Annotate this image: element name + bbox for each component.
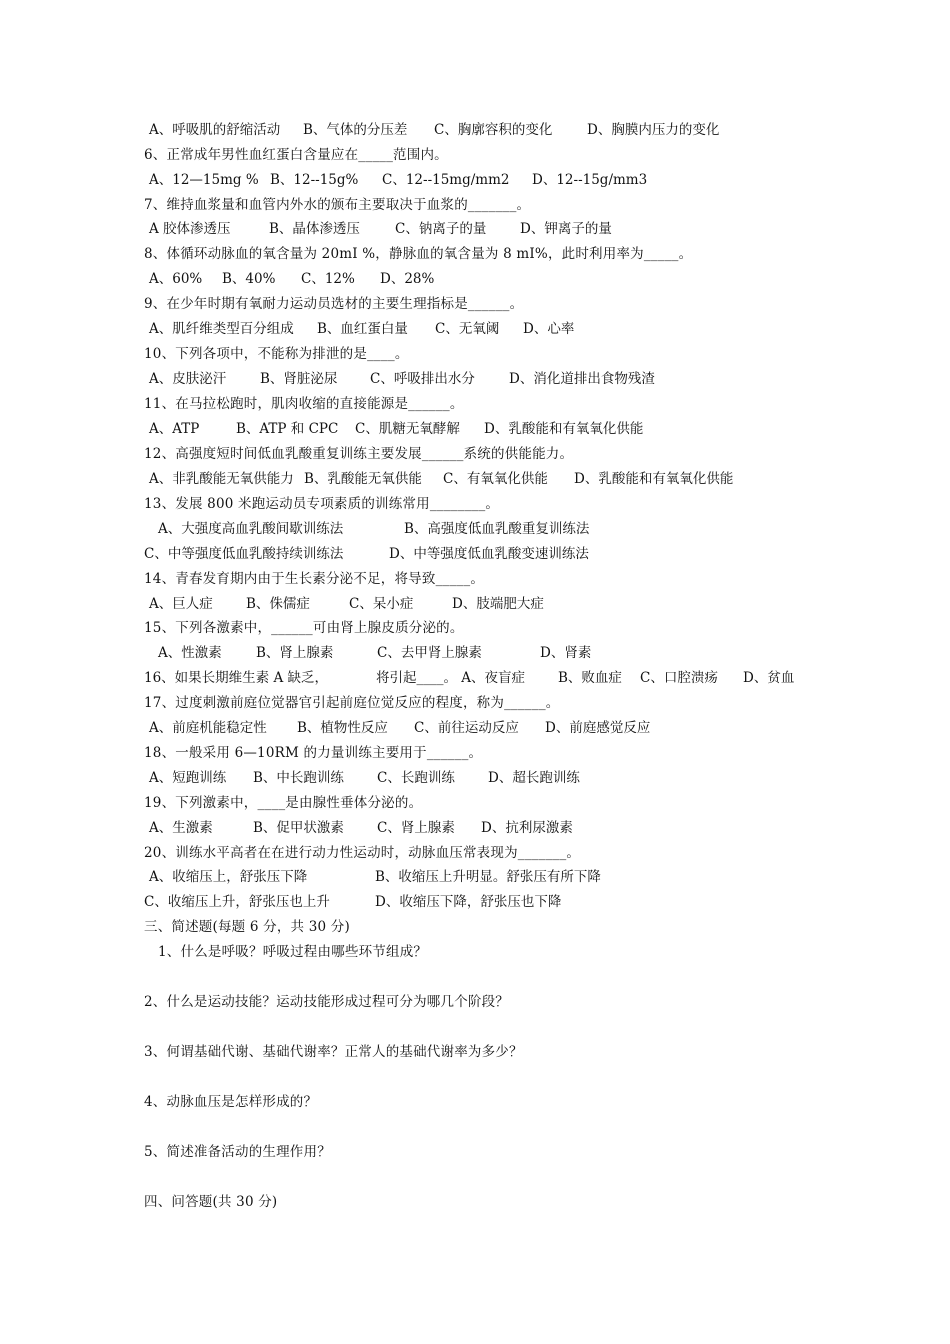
option-text: A、60% bbox=[149, 271, 203, 287]
option-text: D、心率 bbox=[523, 321, 575, 337]
option-text: A、短跑训练 bbox=[149, 770, 227, 786]
option-text: B、中长跑训练 bbox=[253, 770, 344, 786]
option-text: C、口腔溃疡 bbox=[640, 670, 718, 686]
option-text: C、12% bbox=[301, 271, 355, 287]
option-text: A、巨人症 bbox=[149, 596, 213, 612]
option-text: A、性激素 bbox=[158, 645, 222, 661]
option-text: C、12--15mg/mm2 bbox=[382, 172, 510, 188]
option-text: C、肌糖无氧酵解 bbox=[355, 421, 460, 437]
option-text: D、中等强度低血乳酸变速训练法 bbox=[389, 546, 589, 562]
option-text: A、非乳酸能无氧供能力 bbox=[149, 471, 294, 487]
option-text: A、前庭机能稳定性 bbox=[149, 720, 267, 736]
option-text: D、前庭感觉反应 bbox=[545, 720, 651, 736]
option-text: B、ATP 和 CPC bbox=[236, 421, 339, 437]
question-text: 17、过度刺激前庭位觉器官引起前庭位觉反应的程度，称为______。 bbox=[144, 695, 560, 711]
option-text: C、长跑训练 bbox=[377, 770, 455, 786]
question-text: 6、正常成年男性血红蛋白含量应在_____范围内。 bbox=[144, 147, 448, 163]
option-text: C、肾上腺素 bbox=[377, 820, 455, 836]
option-text: D、贫血 bbox=[743, 670, 795, 686]
question-text: 10、下列各项中，不能称为排泄的是____。 bbox=[144, 346, 409, 362]
option-text: D、12--15g/mm3 bbox=[532, 172, 648, 188]
option-text: B、12--15g% bbox=[270, 172, 359, 188]
option-text: B、肾上腺素 bbox=[256, 645, 334, 661]
question-text: 7、维持血浆量和血管内外水的颁布主要取决于血浆的_______。 bbox=[144, 197, 531, 213]
option-text: C、呼吸排出水分 bbox=[370, 371, 475, 387]
option-text: D、抗利尿激素 bbox=[481, 820, 573, 836]
option-text: C、呆小症 bbox=[349, 596, 414, 612]
question-text: 19、下列激素中，____是由腺性垂体分泌的。 bbox=[144, 795, 423, 811]
option-text: A、ATP bbox=[149, 421, 200, 437]
option-text: B、植物性反应 bbox=[297, 720, 388, 736]
option-text: D、胸膜内压力的变化 bbox=[587, 122, 720, 138]
option-text: D、消化道排出食物残渣 bbox=[509, 371, 655, 387]
option-text: B、肾脏泌尿 bbox=[260, 371, 338, 387]
section-heading: 四、问答题(共 30 分) bbox=[144, 1194, 278, 1210]
option-text: 将引起____。 A、夜盲症 bbox=[376, 670, 526, 686]
question-text: 2、什么是运动技能？运动技能形成过程可分为哪几个阶段？ bbox=[144, 994, 509, 1010]
option-text: C、去甲肾上腺素 bbox=[377, 645, 482, 661]
option-text: B、促甲状激素 bbox=[253, 820, 344, 836]
option-text: A、肌纤维类型百分组成 bbox=[149, 321, 294, 337]
option-text: B、血红蛋白量 bbox=[317, 321, 408, 337]
question-text: 4、动脉血压是怎样形成的？ bbox=[144, 1094, 318, 1110]
option-text: C、前往运动反应 bbox=[414, 720, 519, 736]
option-text: B、40% bbox=[222, 271, 276, 287]
question-text: 18、一般采用 6—10RM 的力量训练主要用于______。 bbox=[144, 745, 483, 761]
option-text: A、呼吸肌的舒缩活动 bbox=[149, 122, 281, 138]
question-text: 5、简述准备活动的生理作用？ bbox=[144, 1144, 331, 1160]
question-text: 9、在少年时期有氧耐力运动员选材的主要生理指标是______。 bbox=[144, 296, 524, 312]
question-text: 1、什么是呼吸？呼吸过程由哪些环节组成？ bbox=[158, 944, 428, 960]
option-text: B、气体的分压差 bbox=[303, 122, 408, 138]
option-text: C、收缩压上升，舒张压也上升 bbox=[144, 894, 330, 910]
option-text: B、收缩压上升明显。舒张压有所下降 bbox=[375, 869, 601, 885]
option-text: B、晶体渗透压 bbox=[269, 221, 360, 237]
question-text: 3、何谓基础代谢、基础代谢率？正常人的基础代谢率为多少？ bbox=[144, 1044, 523, 1060]
option-text: B、败血症 bbox=[558, 670, 622, 686]
option-text: A、皮肤泌汗 bbox=[149, 371, 227, 387]
option-text: C、无氧阈 bbox=[435, 321, 500, 337]
option-text: A、12—15mg % bbox=[149, 172, 259, 188]
option-text: D、肾素 bbox=[540, 645, 592, 661]
option-text: D、乳酸能和有氧氧化供能 bbox=[484, 421, 644, 437]
option-text: A、收缩压上，舒张压下降 bbox=[149, 869, 308, 885]
option-text: D、收缩压下降，舒张压也下降 bbox=[375, 894, 562, 910]
option-text: B、侏儒症 bbox=[246, 596, 310, 612]
option-text: D、钾离子的量 bbox=[520, 221, 612, 237]
question-text: 13、发展 800 米跑运动员专项素质的训练常用________。 bbox=[144, 496, 500, 512]
option-text: B、乳酸能无氧供能 bbox=[304, 471, 422, 487]
section-heading: 三、简述题(每题 6 分，共 30 分) bbox=[144, 919, 350, 935]
option-text: C、钠离子的量 bbox=[395, 221, 487, 237]
option-text: B、高强度低血乳酸重复训练法 bbox=[404, 521, 590, 537]
option-text: C、有氧氧化供能 bbox=[443, 471, 548, 487]
option-text: A 胶体渗透压 bbox=[149, 221, 231, 237]
option-text: D、超长跑训练 bbox=[488, 770, 580, 786]
question-text: 16、如果长期维生素 A 缺乏， bbox=[144, 670, 329, 686]
option-text: C、胸廓容积的变化 bbox=[434, 122, 553, 138]
question-text: 20、训练水平高者在在进行动力性运动时，动脉血压常表现为_______。 bbox=[144, 845, 581, 861]
option-text: C、中等强度低血乳酸持续训练法 bbox=[144, 546, 344, 562]
question-text: 14、青春发育期内由于生长素分泌不足，将导致_____。 bbox=[144, 571, 485, 587]
option-text: D、28% bbox=[380, 271, 435, 287]
option-text: A、大强度高血乳酸间歇训练法 bbox=[158, 521, 344, 537]
question-text: 8、体循环动脉血的氧含量为 20mI %，静脉血的氧含量为 8 mI%，此时利用率为_____。 bbox=[144, 246, 693, 262]
question-text: 15、下列各激素中，______可由肾上腺皮质分泌的。 bbox=[144, 620, 464, 636]
question-text: 12、高强度短时间低血乳酸重复训练主要发展______系统的供能能力。 bbox=[144, 446, 574, 462]
question-text: 11、在马拉松跑时，肌肉收缩的直接能源是______。 bbox=[144, 396, 464, 412]
option-text: D、肢端肥大症 bbox=[452, 596, 544, 612]
option-text: D、乳酸能和有氧氧化供能 bbox=[574, 471, 734, 487]
option-text: A、生激素 bbox=[149, 820, 213, 836]
